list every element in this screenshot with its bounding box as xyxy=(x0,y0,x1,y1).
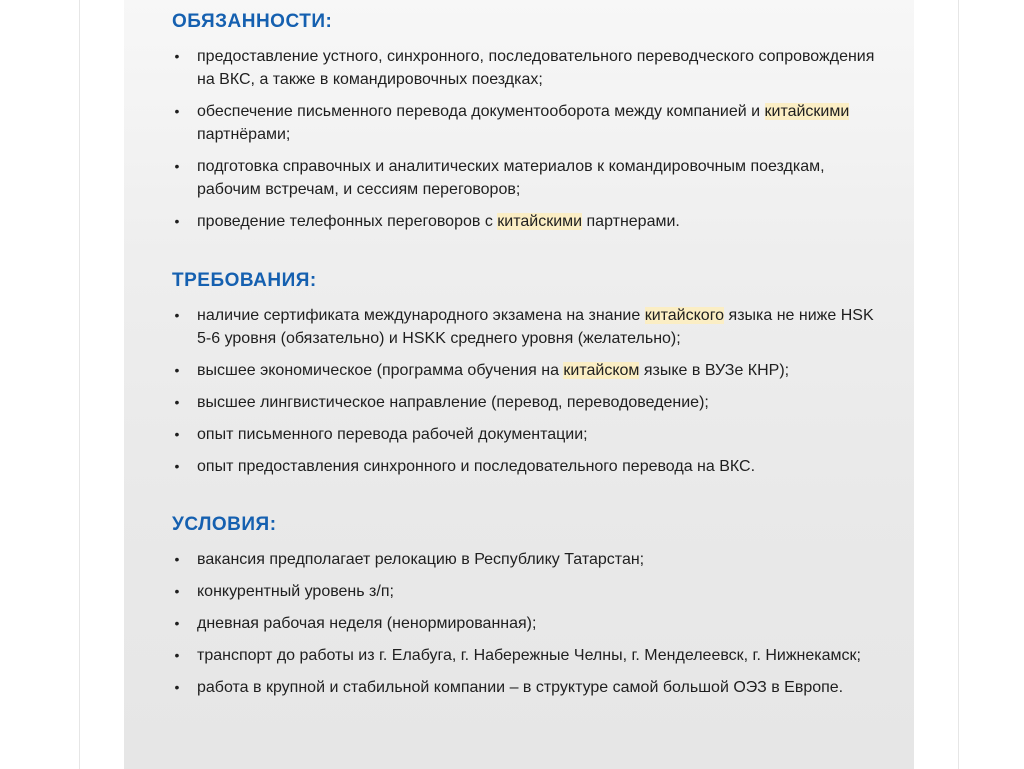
duties-section xyxy=(172,10,892,242)
conditions-section xyxy=(172,513,892,708)
search-highlight: китайскими xyxy=(764,103,850,120)
list-item: • проведение телефонных переговоров с китайскими партнерами. xyxy=(172,210,892,233)
bullet-icon: • xyxy=(174,103,180,119)
list-item: • обеспечение письменного перевода документооборота между компанией и китайскими партнёрами; xyxy=(172,100,892,146)
requirements-section xyxy=(172,269,892,487)
search-highlight: китайском xyxy=(563,362,640,379)
requirements-list xyxy=(172,304,892,478)
bullet-icon: • xyxy=(174,679,180,695)
list-item: • подготовка справочных и аналитических материалов к командировочным поездкам, рабочим встречам, и сессиям переговоров; xyxy=(172,155,892,201)
bullet-icon: • xyxy=(174,583,180,599)
bullet-icon: • xyxy=(174,551,180,567)
list-item: • вакансия предполагает релокацию в Республику Татарстан; xyxy=(172,548,892,571)
requirements-heading: ТРЕБОВАНИЯ: xyxy=(172,270,317,291)
bullet-icon: • xyxy=(174,48,180,64)
list-item: • высшее экономическое (программа обучения на китайском языке в ВУЗе КНР); xyxy=(172,359,892,382)
bullet-icon: • xyxy=(174,647,180,663)
bullet-icon: • xyxy=(174,615,180,631)
conditions-list xyxy=(172,548,892,699)
list-item: • транспорт до работы из г. Елабуга, г. Набережные Челны, г. Менделеевск, г. Нижнекамск; xyxy=(172,644,892,667)
list-item: • дневная рабочая неделя (ненормированная); xyxy=(172,612,892,635)
list-item: • конкурентный уровень з/п; xyxy=(172,580,892,603)
duties-heading: ОБЯЗАННОСТИ: xyxy=(172,11,333,32)
bullet-icon: • xyxy=(174,362,180,378)
search-highlight: китайскими xyxy=(497,213,583,230)
bullet-icon: • xyxy=(174,158,180,174)
conditions-heading: УСЛОВИЯ: xyxy=(172,514,277,535)
list-item: • опыт письменного перевода рабочей документации; xyxy=(172,423,892,446)
bullet-icon: • xyxy=(174,458,180,474)
duties-list xyxy=(172,45,892,233)
search-highlight: китайского xyxy=(644,307,725,324)
list-item: • опыт предоставления синхронного и последовательного перевода на ВКС. xyxy=(172,455,892,478)
bullet-icon: • xyxy=(174,394,180,410)
list-item: • предоставление устного, синхронного, последовательного переводческого сопровождения на ВКС, а также в командировочных поездках; xyxy=(172,45,892,91)
bullet-icon: • xyxy=(174,307,180,323)
list-item: • работа в крупной и стабильной компании – в структуре самой большой ОЭЗ в Европе. xyxy=(172,676,892,699)
list-item: • высшее лингвистическое направление (перевод, переводоведение); xyxy=(172,391,892,414)
bullet-icon: • xyxy=(174,213,180,229)
bullet-icon: • xyxy=(174,426,180,442)
list-item: • наличие сертификата международного экзамена на знание китайского языка не ниже HSK 5-6 уровня (обязательно) и HSKK среднего уровня (желательно); xyxy=(172,304,892,350)
